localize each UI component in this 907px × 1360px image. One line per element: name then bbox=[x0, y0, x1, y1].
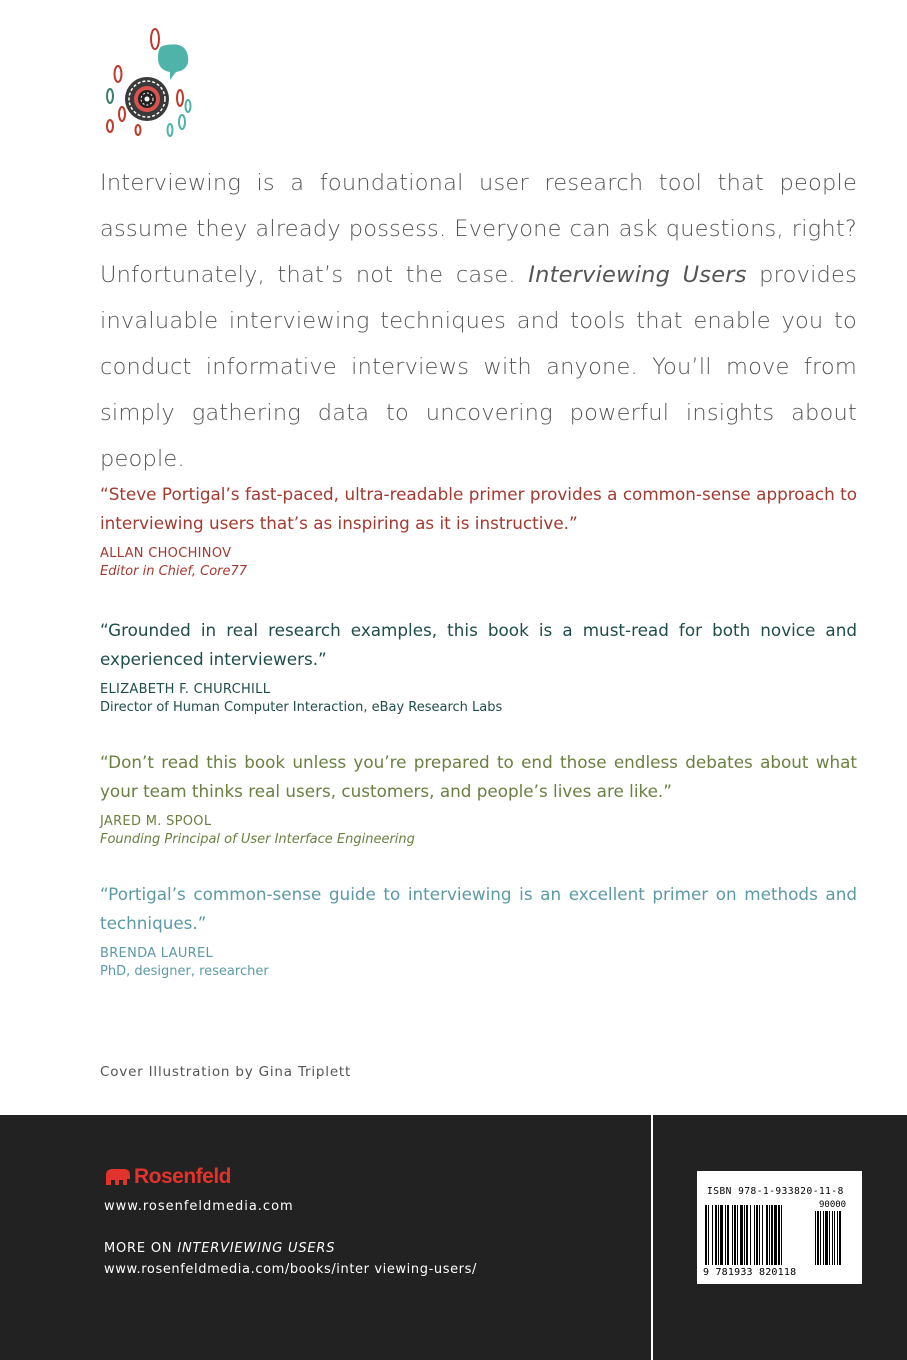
barcode-bar bbox=[744, 1205, 745, 1265]
barcode-addon-bar bbox=[815, 1211, 816, 1265]
isbn-number: ISBN 978-1-933820-11-8 bbox=[707, 1186, 844, 1197]
description-text-1: Interviewing is a foundational user research tool that people assume they already possess. Everyone can ask questions, right? Unfortunately, that’s not the case. bbox=[100, 170, 857, 288]
quote-text: “Steve Portigal’s fast-paced, ultra-readable primer provides a common-sense approach to interviewing users that’s as inspiring as it is instructive.” bbox=[100, 484, 857, 533]
barcode-bar bbox=[734, 1205, 736, 1265]
barcode-addon-bar bbox=[837, 1211, 838, 1265]
more-on-heading bbox=[104, 1241, 335, 1256]
barcode-addon-bar bbox=[829, 1211, 830, 1265]
book-url: www.rosenfeldmedia.com/books/inter viewing-users/ bbox=[104, 1262, 477, 1277]
book-description bbox=[100, 160, 857, 482]
publisher-name: Rosenfeld bbox=[134, 1165, 232, 1188]
quote-author: JARED M. SPOOL bbox=[100, 814, 212, 829]
barcode-bar bbox=[732, 1205, 733, 1265]
publisher-footer bbox=[0, 1115, 907, 1360]
book-title-italic: Interviewing Users bbox=[528, 262, 747, 288]
elephant-icon bbox=[104, 1167, 132, 1187]
barcode-addon-bar bbox=[832, 1211, 833, 1265]
barcode-bar bbox=[781, 1205, 782, 1265]
barcode-bar bbox=[705, 1205, 707, 1265]
barcode-addon-bar bbox=[834, 1211, 835, 1265]
illustration-credit: Cover Illustration by Gina Triplett bbox=[100, 1064, 352, 1080]
barcode-bar bbox=[725, 1205, 726, 1265]
quote-author: ELIZABETH F. CHURCHILL bbox=[100, 682, 271, 697]
quote-author: ALLAN CHOCHINOV bbox=[100, 546, 232, 561]
barcode-addon-bar bbox=[839, 1211, 841, 1265]
barcode-bar bbox=[762, 1205, 763, 1265]
price-code: 90000 bbox=[819, 1200, 847, 1210]
isbn-barcode bbox=[697, 1171, 862, 1284]
quote-author: BRENDA LAUREL bbox=[100, 946, 214, 961]
barcode-bar bbox=[766, 1205, 768, 1265]
barcode-bar bbox=[746, 1205, 748, 1265]
quote-text: “Grounded in real research examples, this book is a must-read for both novice and experienced interviewers.” bbox=[100, 620, 857, 669]
barcode-bar bbox=[771, 1205, 773, 1265]
endorsement-quote-2 bbox=[100, 616, 857, 715]
quote-author-role: Director of Human Computer Interaction, eBay Research Labs bbox=[100, 700, 503, 715]
publisher-logo bbox=[104, 1165, 231, 1189]
barcode-digits: 9 781933 820118 bbox=[703, 1267, 797, 1278]
description-text-2: provides invaluable interviewing techniques and tools that enable you to conduct informative interviews with anyone. You’ll move from simply gathering data to uncovering powerful insights about people. bbox=[100, 262, 857, 472]
more-title: INTERVIEWING USERS bbox=[177, 1241, 336, 1256]
barcode-bar bbox=[750, 1205, 751, 1265]
barcode-bar bbox=[769, 1205, 770, 1265]
quote-text: “Don’t read this book unless you’re prepared to end those endless debates about what your team thinks real users, customers, and people’s lives are like.” bbox=[100, 752, 857, 801]
barcode-bar bbox=[720, 1205, 723, 1265]
barcode-bar bbox=[715, 1205, 717, 1265]
barcode-bar bbox=[754, 1205, 755, 1265]
barcode-bar bbox=[727, 1205, 729, 1265]
more-prefix: MORE ON bbox=[104, 1241, 178, 1256]
barcode-addon-bar bbox=[817, 1211, 819, 1265]
barcode-addon-bar bbox=[823, 1211, 824, 1265]
endorsement-quote-1 bbox=[100, 480, 857, 579]
barcode-bar bbox=[712, 1205, 713, 1265]
barcode-bar bbox=[718, 1205, 719, 1265]
quote-author-role: Editor in Chief, Core77 bbox=[100, 564, 248, 579]
cover-illustration-logo bbox=[100, 26, 195, 141]
barcode-addon-bar bbox=[825, 1211, 828, 1265]
endorsement-quote-4 bbox=[100, 880, 857, 979]
footer-divider bbox=[651, 1115, 653, 1360]
barcode-bar bbox=[708, 1205, 709, 1265]
barcode-bar bbox=[756, 1205, 758, 1265]
barcode-bar bbox=[778, 1205, 780, 1265]
barcode-bar bbox=[774, 1205, 777, 1265]
quote-text: “Portigal’s common-sense guide to interviewing is an excellent primer on methods and techniques.” bbox=[100, 884, 857, 933]
barcode-bar bbox=[740, 1205, 743, 1265]
barcode-bars bbox=[705, 1197, 855, 1265]
publisher-website: www.rosenfeldmedia.com bbox=[104, 1199, 294, 1214]
quote-author-role: PhD, designer, researcher bbox=[100, 964, 269, 979]
barcode-addon-bar bbox=[820, 1211, 821, 1265]
quote-author-role: Founding Principal of User Interface Engineering bbox=[100, 832, 415, 847]
barcode-bar bbox=[737, 1205, 738, 1265]
endorsement-quote-3 bbox=[100, 748, 857, 847]
barcode-bar bbox=[759, 1205, 760, 1265]
